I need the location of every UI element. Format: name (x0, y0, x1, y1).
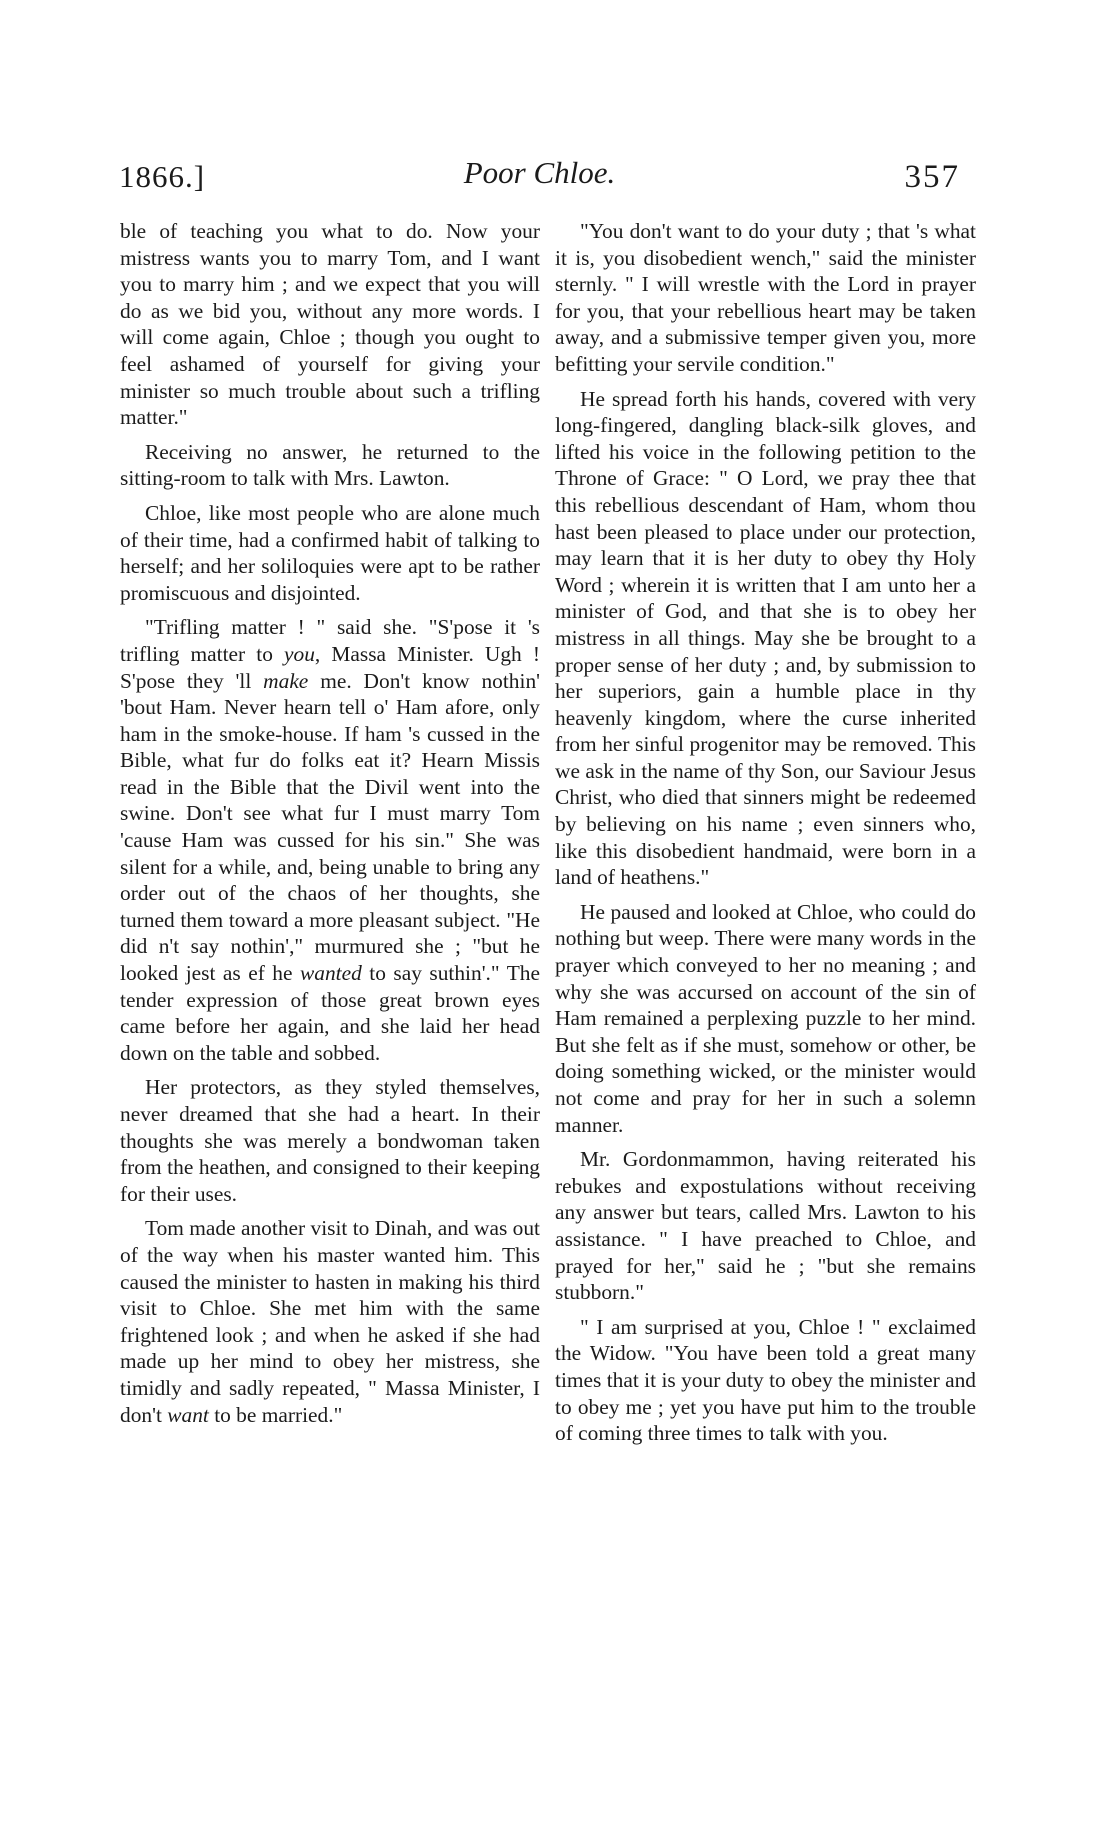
paragraph (120, 614, 540, 1066)
paragraph: "You don't want to do your duty ; that 's what it is, you disobedient wench," said the minister sternly. " I will wrestle with the Lord in prayer for you, that your rebellious heart may be taken away, and a submissive temper given you, more befitting your servile condition." (555, 219, 976, 376)
paragraph: He spread forth his hands, covered with very long-fingered, dangling black-silk gloves, and lifted his voice in the following petition to the Throne of Grace: " O Lord, we pray thee that this rebellious descendant of Ham, whom thou hast been pleased to place under our protection, may learn that it is her duty to obey thy Holy Word ; wherein it is written that I am unto her a minister of God, and that she is to obey her mistress in all things. May she be brought to a proper sense of her duty ; and, by submission to her superiors, gain a humble place in thy heavenly kingdom, where the curse inherited from her sinful progenitor may be removed. This we ask in the name of thy Son, our Saviour Jesus Christ, who died that sinners might be redeemed by believing on his name ; even sinners who, like this disobedient handmaid, were born in a land of heathens." (555, 386, 976, 890)
paragraph (120, 1215, 540, 1428)
paragraph: Her protectors, as they styled themselves, never dreamed that she had a heart. In their thoughts she was merely a bondwoman taken from the heathen, and consigned to their keeping for their uses. (120, 1075, 540, 1206)
italic-word: want (167, 1402, 209, 1427)
paragraph: ble of teaching you what to do. Now your mistress wants you to marry Tom, and I want you to marry him ; and we expect that you will do as we bid you, without any more words. I will come again, Chloe ; though you ought to feel ashamed of yourself for giving your minister so much trouble about such a trifling matter." (120, 219, 540, 430)
italic-word: make (263, 668, 309, 693)
header-date: 1866.] (119, 159, 206, 194)
text-run: me. Don't know nothin' 'bout Ham. Never hearn tell o' Ham afore, only ham in the smoke-house. If ham 's cussed in the Bible, what fur do folks eat it? Hearn Missis read in the Bible that the Divil went into the swine. Don't see what fur I must marry Tom 'cause Ham was cussed for his sin." She was silent for a while, and, being unable to bring any order out of the chaos of her thoughts, she turned them toward a more pleasant subject. "He did n't say nothin'," murmured she ; "but he looked jest as ef he (120, 668, 540, 986)
paragraph: He paused and looked at Chloe, who could do nothing but weep. There were many words in the prayer which conveyed to her no meaning ; and why she was accursed on account of the sin of Ham remained a perplexing puzzle to her mind. But she felt as if she must, somehow or other, be doing something wicked, or the minister would not come and pray for her in such a solemn manner. (555, 899, 976, 1137)
text-run: to be married." (208, 1402, 343, 1427)
text-run: , Massa Minister. Ugh ! S'pose they 'll (120, 641, 540, 693)
text-run: "Trifling matter ! " said she. "S'pose it 's trifling matter to (120, 615, 540, 666)
paragraph: Chloe, like most people who are alone much of their time, had a confirmed habit of talking to herself; and her soliloquies were apt to be rather promiscuous and disjointed. (120, 500, 540, 605)
right-column (555, 218, 976, 1455)
text-run: Tom made another visit to Dinah, and was out of the way when his master wanted him. This caused the minister to hasten in making his third visit to Chloe. She met him with the same frightened look ; and when he asked if she had made up her mind to obey her mistress, she timidly and sadly repeated, " Massa Minister, I don't (120, 1216, 540, 1427)
paragraph: Receiving no answer, he returned to the sitting-room to talk with Mrs. Lawton. (120, 439, 540, 491)
running-header (119, 155, 960, 205)
paragraph: " I am surprised at you, Chloe ! " exclaimed the Widow. "You have been told a great many times that it is your duty to obey the minister and to obey me ; yet you have put him to the trouble of coming three times to talk with you. (555, 1314, 976, 1446)
paragraph: Mr. Gordonmammon, having reiterated his rebukes and expostulations without receiving any answer but tears, called Mrs. Lawton to his assistance. " I have preached to Chloe, and prayed for her," said he ; "but she remains stubborn." (555, 1147, 976, 1305)
italic-word: wanted (299, 961, 362, 986)
page-number: 357 (904, 159, 960, 195)
left-column (120, 218, 540, 1436)
header-title: Poor Chloe. (463, 155, 616, 190)
text-run: to say suthin'." The tender expression of those great brown eyes came before her again, and she laid her head down on the table and sobbed. (120, 961, 540, 1065)
italic-word: you (284, 641, 315, 666)
